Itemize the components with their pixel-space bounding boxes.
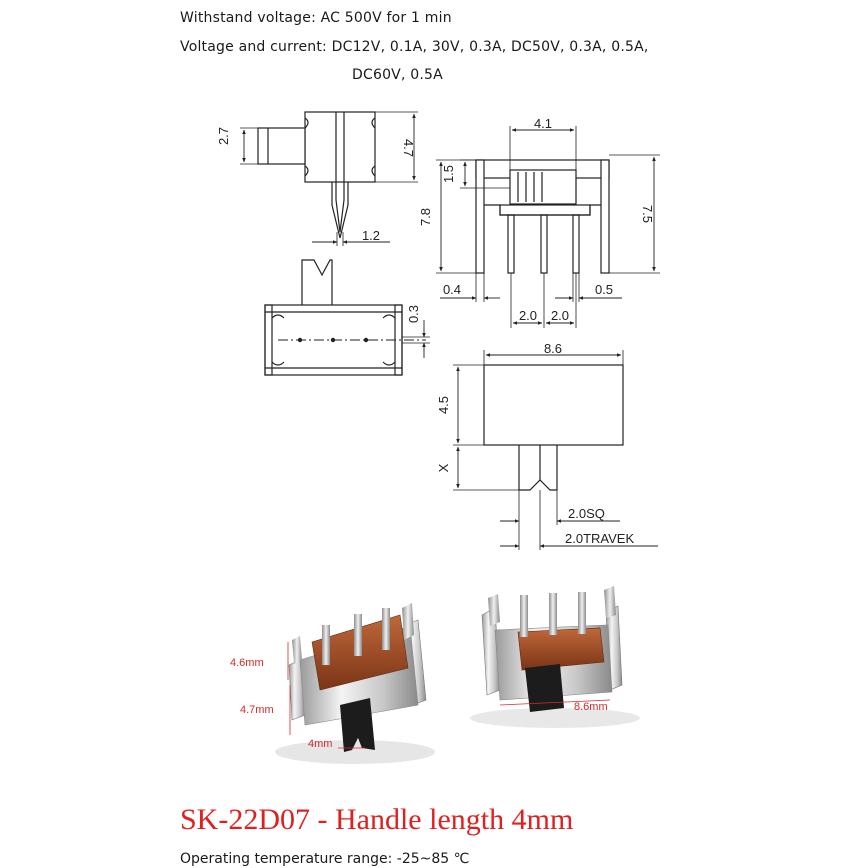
dim-2-0-right: 2.0 — [550, 308, 570, 323]
dim-2-0-travek: 2.0TRAVEK — [565, 531, 635, 546]
dim-2-0-left: 2.0 — [518, 308, 538, 323]
product-photo-right — [470, 586, 640, 728]
photo-label-4-6mm: 4.6mm — [230, 657, 264, 669]
product-photo-left — [275, 603, 435, 764]
photo-label-8-6mm: 8.6mm — [574, 701, 608, 713]
operating-temperature: Operating temperature range: -25~85 ℃ — [180, 851, 470, 867]
dim-0-5: 0.5 — [594, 282, 614, 297]
dim-8-6: 8.6 — [543, 341, 563, 356]
dim-0-4: 0.4 — [442, 282, 462, 297]
dim-4-1: 4.1 — [533, 116, 553, 131]
dim-4-5: 4.5 — [436, 395, 451, 415]
photo-label-4mm: 4mm — [308, 738, 333, 750]
spec-withstand-voltage: Withstand voltage: AC 500V for 1 min — [180, 10, 452, 26]
product-title: SK-22D07 - Handle length 4mm — [180, 803, 574, 836]
dim-2-7: 2.7 — [216, 126, 231, 146]
side-view-drawing — [240, 112, 418, 246]
dim-4-7: 4.7 — [401, 138, 416, 158]
dim-1-5: 1.5 — [441, 164, 456, 184]
spec-voltage-current-line1: Voltage and current: DC12V, 0.1A, 30V, 0.3A, DC50V, 0.3A, 0.5A, — [180, 39, 649, 55]
front-view-drawing — [436, 126, 660, 328]
dim-7-5: 7.5 — [640, 204, 655, 224]
dim-0-3: 0.3 — [406, 304, 421, 324]
spec-voltage-current-line2: DC60V, 0.5A — [352, 67, 443, 83]
dim-2-0-sq: 2.0SQ — [568, 506, 605, 521]
handle-detail-drawing — [453, 350, 658, 550]
dim-x: X — [436, 463, 451, 473]
photo-label-4-7mm: 4.7mm — [240, 704, 274, 716]
dim-1-2: 1.2 — [361, 228, 381, 243]
dim-7-8: 7.8 — [418, 207, 433, 227]
